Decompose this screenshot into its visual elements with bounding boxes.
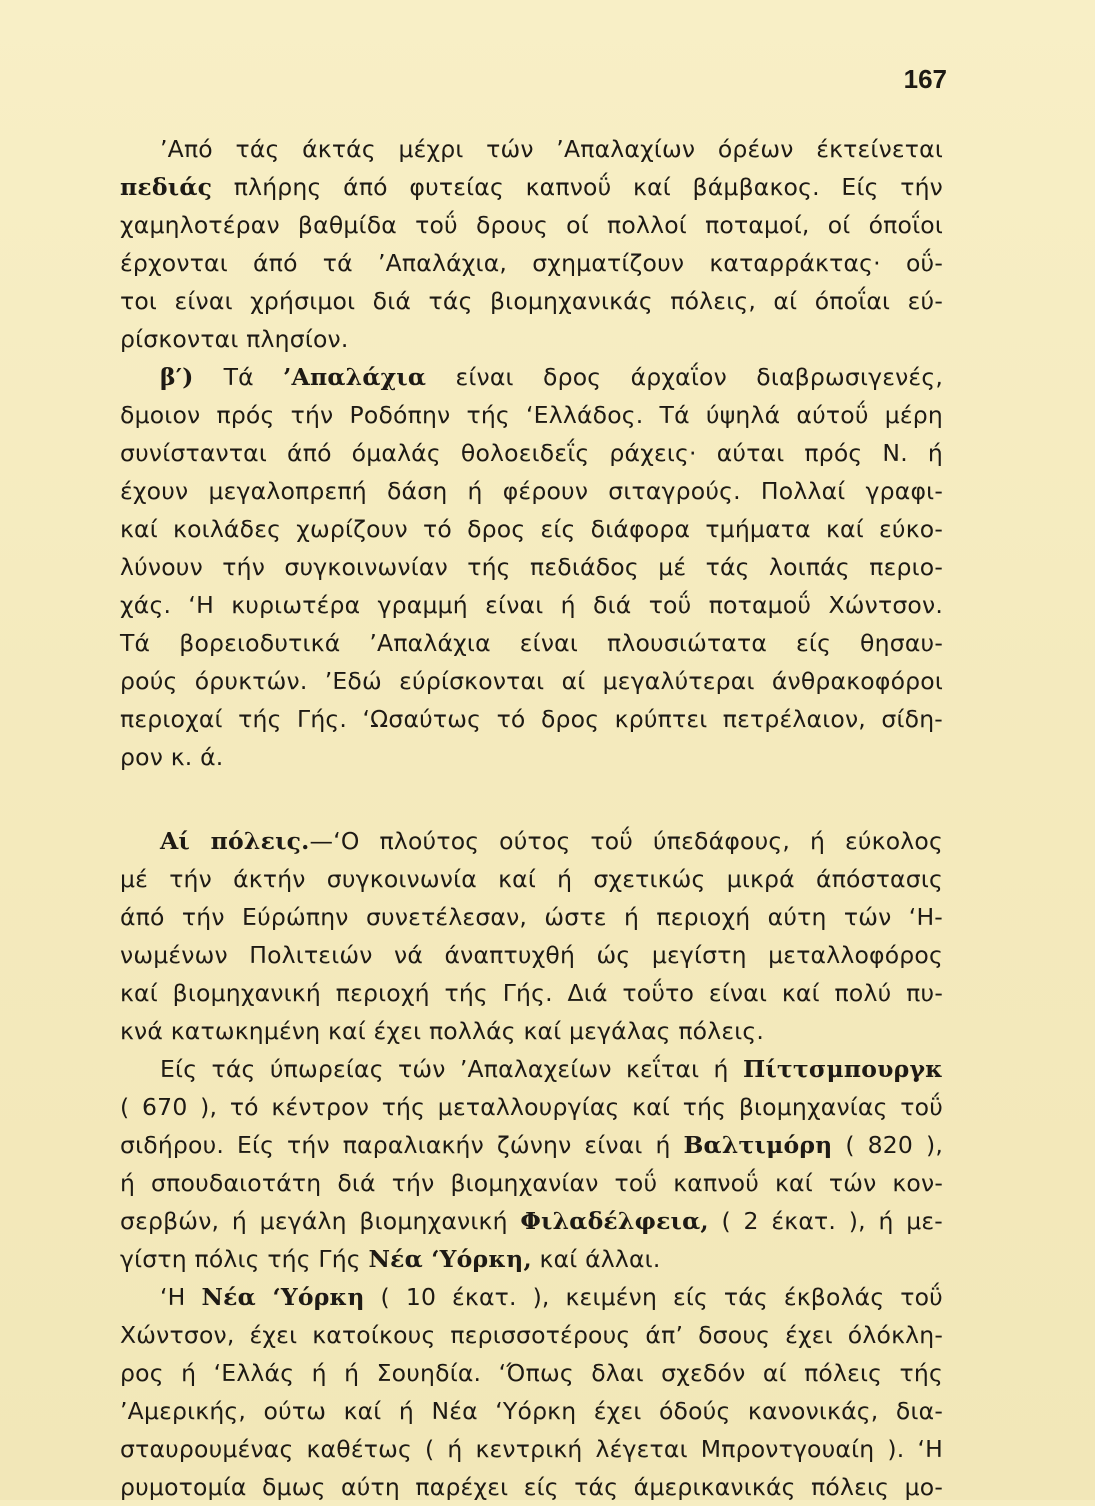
text-run: ( 820 ), [832, 1131, 943, 1159]
text-line [120, 936, 943, 974]
text-run: συνίστανται άπό όμαλάς θολοειδεΐς ράχεις· αύται πρός Ν. ή [120, 439, 943, 467]
text-line [120, 1430, 943, 1468]
text-run: ( 10 έκατ. ), κειμένη είς τάς έκβολάς τοΰ [364, 1283, 943, 1311]
text-run: καί βιομηχανική περιοχή τής Γής. Διά τοΰτο είναι καί πολύ πυ- [120, 979, 943, 1007]
text-line [120, 860, 943, 898]
text-line [120, 282, 943, 320]
paragraph-gap [120, 776, 943, 822]
text-run: καί άλλαι. [531, 1245, 661, 1273]
text-run: έχουν μεγαλοπρεπή δάση ή φέρουν σιταγρούς. Πολλαί γραφι- [120, 477, 943, 505]
text-line [120, 1468, 943, 1506]
text-line [120, 1164, 943, 1202]
text-run: χαμηλοτέραν βαθμίδα τοΰ δρους οί πολλοί ποταμοί, οί όποΐοι [120, 211, 943, 239]
text-line [120, 510, 943, 548]
text-run: χάς. ‘Η κυριωτέρα γραμμή είναι ή διά τοΰ ποταμοΰ Χώντσον. [120, 591, 943, 619]
text-line [120, 1088, 943, 1126]
bold-term: Νέα ‘Υόρκη [201, 1283, 365, 1311]
text-line [120, 624, 943, 662]
text-run: είναι δρος άρχαΐον διαβρωσιγενές, [426, 363, 943, 391]
bold-term: Βαλτιμόρη [683, 1131, 833, 1159]
text-line [120, 244, 943, 282]
text-line [120, 206, 943, 244]
text-run: τοι είναι χρήσιμοι διά τάς βιομηχανικάς πόλεις, αί όποΐαι εύ- [120, 287, 943, 315]
text-line [120, 1316, 943, 1354]
text-run: ’Από τάς άκτάς μέχρι τών ’Απαλαχίων όρέων έκτείνεται [160, 135, 943, 163]
text-run: κνά κατωκημένη καί έχει πολλάς καί μεγάλας πόλεις. [120, 1017, 765, 1045]
text-run: ’Αμερικής, ούτω καί ή Νέα ‘Υόρκη έχει όδούς κανονικάς, δια- [120, 1397, 943, 1425]
text-line [120, 548, 943, 586]
text-run: νωμένων Πολιτειών νά άναπτυχθή ώς μεγίστη μεταλλοφόρος [120, 941, 943, 969]
text-run: μέ τήν άκτήν συγκοινωνία καί ή σχετικώς μικρά άπόστασις [120, 865, 943, 893]
text-run: σιδήρου. Είς τήν παραλιακήν ζώνην είναι ή [120, 1131, 684, 1159]
bold-term: πεδιάς [120, 173, 213, 201]
text-line [120, 738, 943, 776]
text-line [120, 700, 943, 738]
text-run: ρον κ. ά. [120, 743, 224, 771]
bold-term: Πίττσμπουργκ [742, 1055, 943, 1083]
text-line [120, 1050, 943, 1088]
text-line [120, 586, 943, 624]
text-run: ‘Η [160, 1283, 202, 1311]
text-line [120, 168, 943, 206]
text-line [120, 1240, 943, 1278]
text-line [120, 1202, 943, 1240]
text-line [120, 822, 943, 860]
text-line [120, 1012, 943, 1050]
text-line [120, 1392, 943, 1430]
text-run: Χώντσον, έχει κατοίκους περισσοτέρους άπ’ δσους έχει όλόκλη- [120, 1321, 943, 1349]
text-run: ( 2 έκατ. ), ή με- [708, 1207, 943, 1235]
text-line [120, 1278, 943, 1316]
text-line [120, 320, 943, 358]
text-run: άπό τήν Εύρώπην συνετέλεσαν, ώστε ή περιοχή αύτη τών ‘Η- [120, 903, 943, 931]
text-line [120, 396, 943, 434]
text-run: ρούς όρυκτών. ’Εδώ εύρίσκονται αί μεγαλύτεραι άνθρακοφόροι [120, 667, 943, 695]
text-run: σερβών, ή μεγάλη βιομηχανική [120, 1207, 521, 1235]
text-run: σταυρουμένας καθέτως ( ή κεντρική λέγεται Μπροντγουαίη ). ‘Η [120, 1435, 943, 1463]
text-run: λύνουν τήν συγκοινωνίαν τής πεδιάδος μέ τάς λοιπάς περιο- [120, 553, 943, 581]
text-run: ή σπουδαιοτάτη διά τήν βιομηχανίαν τοΰ καπνοΰ καί τών κον- [120, 1169, 943, 1197]
bold-term: Αί πόλεις. [160, 827, 310, 855]
body-text [120, 130, 943, 1506]
bold-term: Φιλαδέλφεια, [520, 1207, 709, 1235]
text-line [120, 472, 943, 510]
text-line [120, 434, 943, 472]
text-line [120, 358, 943, 396]
text-run: έρχονται άπό τά ’Απαλάχια, σχηματίζουν καταρράκτας· οΰ- [120, 249, 943, 277]
text-run: Τά βορειοδυτικά ’Απαλάχια είναι πλουσιώτατα είς θησαυ- [120, 629, 943, 657]
text-line [120, 1126, 943, 1164]
text-run: καί κοιλάδες χωρίζουν τό δρος είς διάφορα τμήματα καί εύκο- [120, 515, 943, 543]
bold-term: β′) [160, 363, 224, 391]
text-run: ( 670 ), τό κέντρον τής μεταλλουργίας καί τής βιομηχανίας τοΰ [120, 1093, 943, 1121]
page-number: 167 [903, 64, 947, 94]
text-run: πλήρης άπό φυτείας καπνοΰ καί βάμβακος. Είς τήν [212, 173, 943, 201]
text-run: περιοχαί τής Γής. ‘Ωσαύτως τό δρος κρύπτει πετρέλαιον, σίδη- [120, 705, 943, 733]
text-run: Είς τάς ύπωρείας τών ’Απαλαχείων κεΐται ή [160, 1055, 743, 1083]
text-line [120, 898, 943, 936]
text-run: —‘Ο πλούτος ούτος τοΰ ύπεδάφους, ή εύκολος [309, 827, 943, 855]
text-run: ρυμοτομία δμως αύτη παρέχει είς τάς άμερικανικάς πόλεις μο- [120, 1473, 943, 1501]
text-line [120, 662, 943, 700]
text-line [120, 130, 943, 168]
text-line [120, 1354, 943, 1392]
text-run: ρος ή ‘Ελλάς ή ή Σουηδία. ‘Όπως δλαι σχεδόν αί πόλεις τής [120, 1359, 943, 1387]
text-line [120, 974, 943, 1012]
bold-term: ’Απαλάχια [283, 363, 427, 391]
text-run: γίστη πόλις τής Γής [120, 1245, 369, 1273]
text-run: ρίσκονται πλησίον. [120, 325, 349, 353]
text-run: Τά [223, 363, 284, 391]
bold-term: Νέα ‘Υόρκη, [368, 1245, 532, 1273]
text-run: δμοιον πρός τήν Ροδόπην τής ‘Ελλάδος. Τά ύψηλά αύτοΰ μέρη [120, 401, 943, 429]
